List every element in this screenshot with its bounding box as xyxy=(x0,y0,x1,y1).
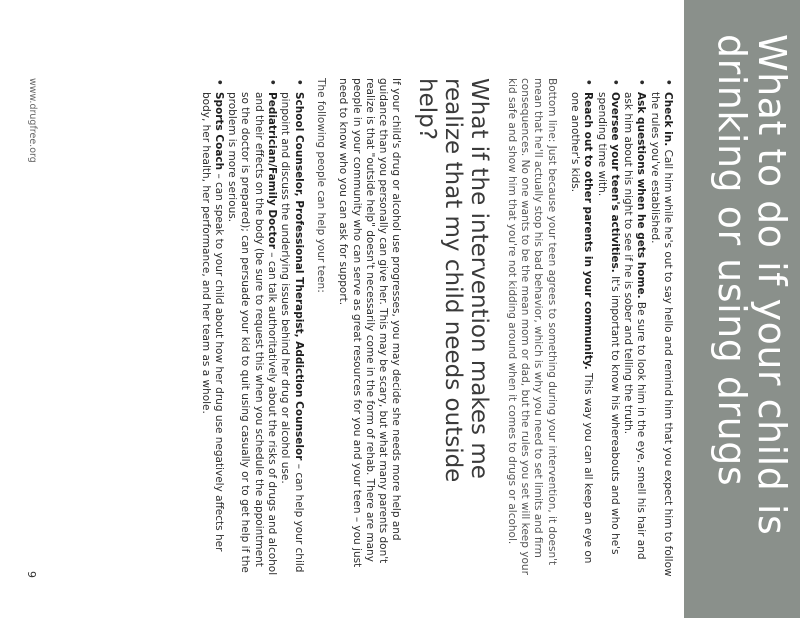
tip-lead: Oversee your teen's activities. xyxy=(608,92,621,273)
helper-role: Sports Coach xyxy=(212,92,225,171)
tip-lead: Reach out to other parents in your community. xyxy=(582,92,595,370)
page-number: 9 xyxy=(25,571,38,578)
helper-text: – can talk authoritatively about the risks of drugs and alcohol and their effects on the body (be sure to request this when you schedule the appointment so the doctor is prepared); can persuade your kid to quit using casually or to get help if the problem is more serious. xyxy=(226,92,279,576)
tip-lead: Ask questions when he gets home. xyxy=(635,92,648,299)
page-title: What to do if your child is drinking or using drugs xyxy=(710,34,794,536)
helpers-intro: The following people can help your teen: xyxy=(314,78,327,293)
list-item xyxy=(594,92,621,578)
list-item xyxy=(198,92,225,578)
list-item xyxy=(278,92,305,578)
section-heading: What if the intervention makes me realize that my child needs outside help? xyxy=(414,78,493,483)
tip-text: This way you can all keep an eye on one another's kids. xyxy=(568,92,595,564)
tips-list xyxy=(568,78,674,578)
helper-role: Pediatrician/Family Doctor xyxy=(266,92,279,249)
tip-text: Be sure to look him in the eye, smell his hair and ask him about his night to see if he is sober and telling the truth. xyxy=(622,92,648,560)
bottom-line-paragraph: Bottom line: Just because your teen agrees to something during your intervention, it doesn't mean that he'll actually stop his bad behavior, which is why you need to set limits and firm consequences. No one wants to be the mean mom or dad, but the rules you set will keep your kid safe and show him that you're not kidding around when it comes to drugs or alcohol. xyxy=(505,78,558,575)
page-body xyxy=(198,78,674,578)
helpers-list xyxy=(198,78,304,578)
list-item xyxy=(225,92,278,578)
tip-text: Call him while he's out to say hello and remind him that you expect him to follow the rules you've established. xyxy=(648,92,674,577)
list-item xyxy=(647,92,674,578)
list-item xyxy=(568,92,595,578)
tip-text: It's important to know his whereabouts and who he's spending time with. xyxy=(595,92,621,555)
tip-lead: Check in. xyxy=(662,92,674,147)
helper-text: – can speak to your child about how her drug use negatively affects her body, her health, her performance, and her team as a whole. xyxy=(199,92,225,552)
helper-text: – can help your child pinpoint and discuss the underlying issues behind her drug or alcohol use. xyxy=(279,92,305,573)
outside-help-paragraph: If your child's drug or alcohol use progresses, you may decide she needs more help and guidance than you personally can give her. This may be scary, but what many parents don't realize is that "outside help" doesn't necessarily come in the form of rehab. There are many people in your community who can serve as great resources for you and your teen – you just need to know who you can ask for support. xyxy=(337,78,403,568)
helper-role: School Counselor, Professional Therapist, Addiction Counselor xyxy=(292,92,305,461)
title-banner xyxy=(684,0,800,618)
page-footer xyxy=(22,78,38,578)
footer-url: www.drugfree.org xyxy=(27,78,38,163)
list-item xyxy=(621,92,648,578)
